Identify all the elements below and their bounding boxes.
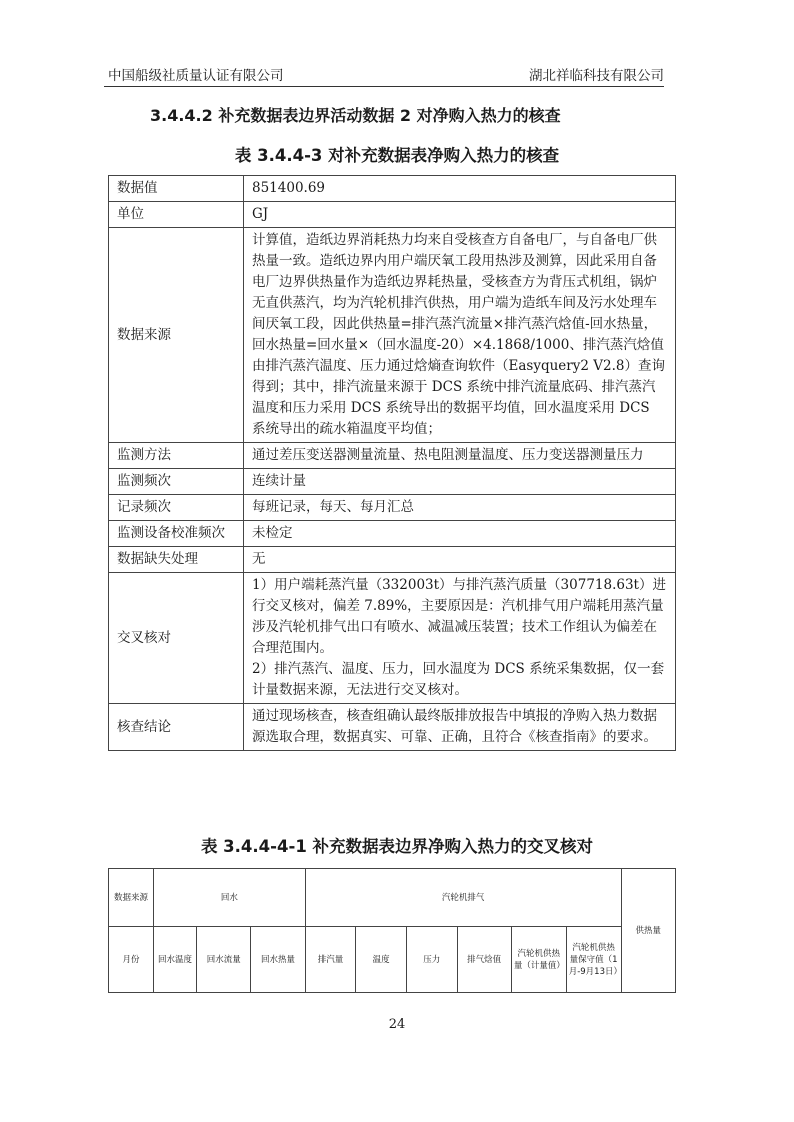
table-row: [109, 547, 676, 573]
table-row: [109, 495, 676, 521]
col-header-return-water: 回水: [153, 869, 305, 927]
row-value: 连续计量: [244, 469, 676, 495]
page-header: [104, 60, 664, 87]
row-label: 数据缺失处理: [109, 547, 244, 573]
table-row: [109, 704, 676, 751]
col-header-turbine-exhaust: 汽轮机排气: [305, 869, 621, 927]
row-label: 交叉核对: [109, 573, 244, 704]
row-label: 数据值: [109, 176, 244, 202]
row-label: 监测设备校准频次: [109, 521, 244, 547]
col-header-month: 月份: [109, 927, 154, 993]
page-number: 24: [388, 1017, 406, 1032]
row-label: 监测频次: [109, 469, 244, 495]
header-right: 湖北祥临科技有限公司: [529, 68, 664, 84]
table-header-row: [109, 869, 676, 927]
row-value: GJ: [244, 202, 676, 228]
table-header-row: [109, 927, 676, 993]
cross-check-item-2: 2）排汽蒸汽、温度、压力，回水温度为 DCS 系统采集数据，仅一套计量数据来源，无法进行交叉核对。: [252, 661, 665, 698]
row-value: 通过现场核查，核查组确认最终版排放报告中填报的净购入热力数据源选取合理，数据真实、可靠、正确，且符合《核查指南》的要求。: [244, 704, 676, 751]
row-label: 单位: [109, 202, 244, 228]
col-header-exhaust-volume: 排汽量: [305, 927, 356, 993]
row-value: 851400.69: [244, 176, 676, 202]
cross-check-item-1: 1）用户端耗蒸汽量（332003t）与排汽蒸汽质量（307718.63t）进行交叉核对，偏差 7.89%，主要原因是：汽机排气用户端耗用蒸汽量涉及汽轮机排气出口有喷水、减温减压装置；技术工作组认为偏差在合理范围内。: [252, 577, 666, 656]
table-row: [109, 176, 676, 202]
header-left: 中国船级社质量认证有限公司: [108, 68, 284, 84]
col-header-return-heat: 回水热量: [251, 927, 305, 993]
row-label: 数据来源: [109, 228, 244, 443]
col-header-data-source: 数据来源: [109, 869, 154, 927]
row-label: 核查结论: [109, 704, 244, 751]
col-header-pressure: 压力: [406, 927, 457, 993]
col-header-exhaust-enthalpy: 排气焓值: [457, 927, 511, 993]
row-value: [244, 573, 676, 704]
col-header-heat-supply: 供热量: [621, 869, 675, 993]
col-header-return-temp: 回水温度: [153, 927, 196, 993]
col-header-return-flow: 回水流量: [197, 927, 251, 993]
cross-check-table: [108, 868, 676, 993]
row-value: 未检定: [244, 521, 676, 547]
table1-title: 表 3.4.4-3 对补充数据表净购入热力的核查: [234, 146, 560, 165]
table-row: [109, 228, 676, 443]
table-row: [109, 573, 676, 704]
row-label: 记录频次: [109, 495, 244, 521]
table2-title: 表 3.4.4-4-1 补充数据表边界净购入热力的交叉核对: [200, 837, 594, 856]
table-row: [109, 469, 676, 495]
verification-table: [108, 175, 676, 751]
row-value: 无: [244, 547, 676, 573]
row-value: 计算值，造纸边界消耗热力均来自受核查方自备电厂，与自备电厂供热量一致。造纸边界内用户端厌氧工段用热涉及测算，因此采用自备电厂边界供热量作为造纸边界耗热量，受核查方为背压式机组，锅炉无直供蒸汽，均为汽轮机排汽供热，用户端为造纸车间及污水处理车间厌氧工段，因此供热量=排汽蒸汽流量×排汽蒸汽焓值-回水热量，回水热量=回水量×（回水温度-20）×4.1868/1000、排汽蒸汽焓值由排汽蒸汽温度、压力通过焓熵查询软件（Easyquery2 V2.8）查询得到；其中，排汽流量来源于 DCS 系统中排汽流量底码、排汽蒸汽温度和压力采用 DCS 系统导出的数据平均值，回水温度采用 DCS 系统导出的疏水箱温度平均值；: [244, 228, 676, 443]
row-label: 监测方法: [109, 443, 244, 469]
section-title: 3.4.4.2 补充数据表边界活动数据 2 对净购入热力的核查: [150, 106, 561, 125]
table-row: [109, 521, 676, 547]
col-header-turbine-heat-conservative: 汽轮机供热量保守值（1月-9月13日）: [566, 927, 621, 993]
row-value: 通过差压变送器测量流量、热电阻测量温度、压力变送器测量压力: [244, 443, 676, 469]
table-row: [109, 202, 676, 228]
col-header-temperature: 温度: [356, 927, 407, 993]
col-header-turbine-heat-metered: 汽轮机供热量（计量值）: [511, 927, 566, 993]
table-row: [109, 443, 676, 469]
row-value: 每班记录，每天、每月汇总: [244, 495, 676, 521]
